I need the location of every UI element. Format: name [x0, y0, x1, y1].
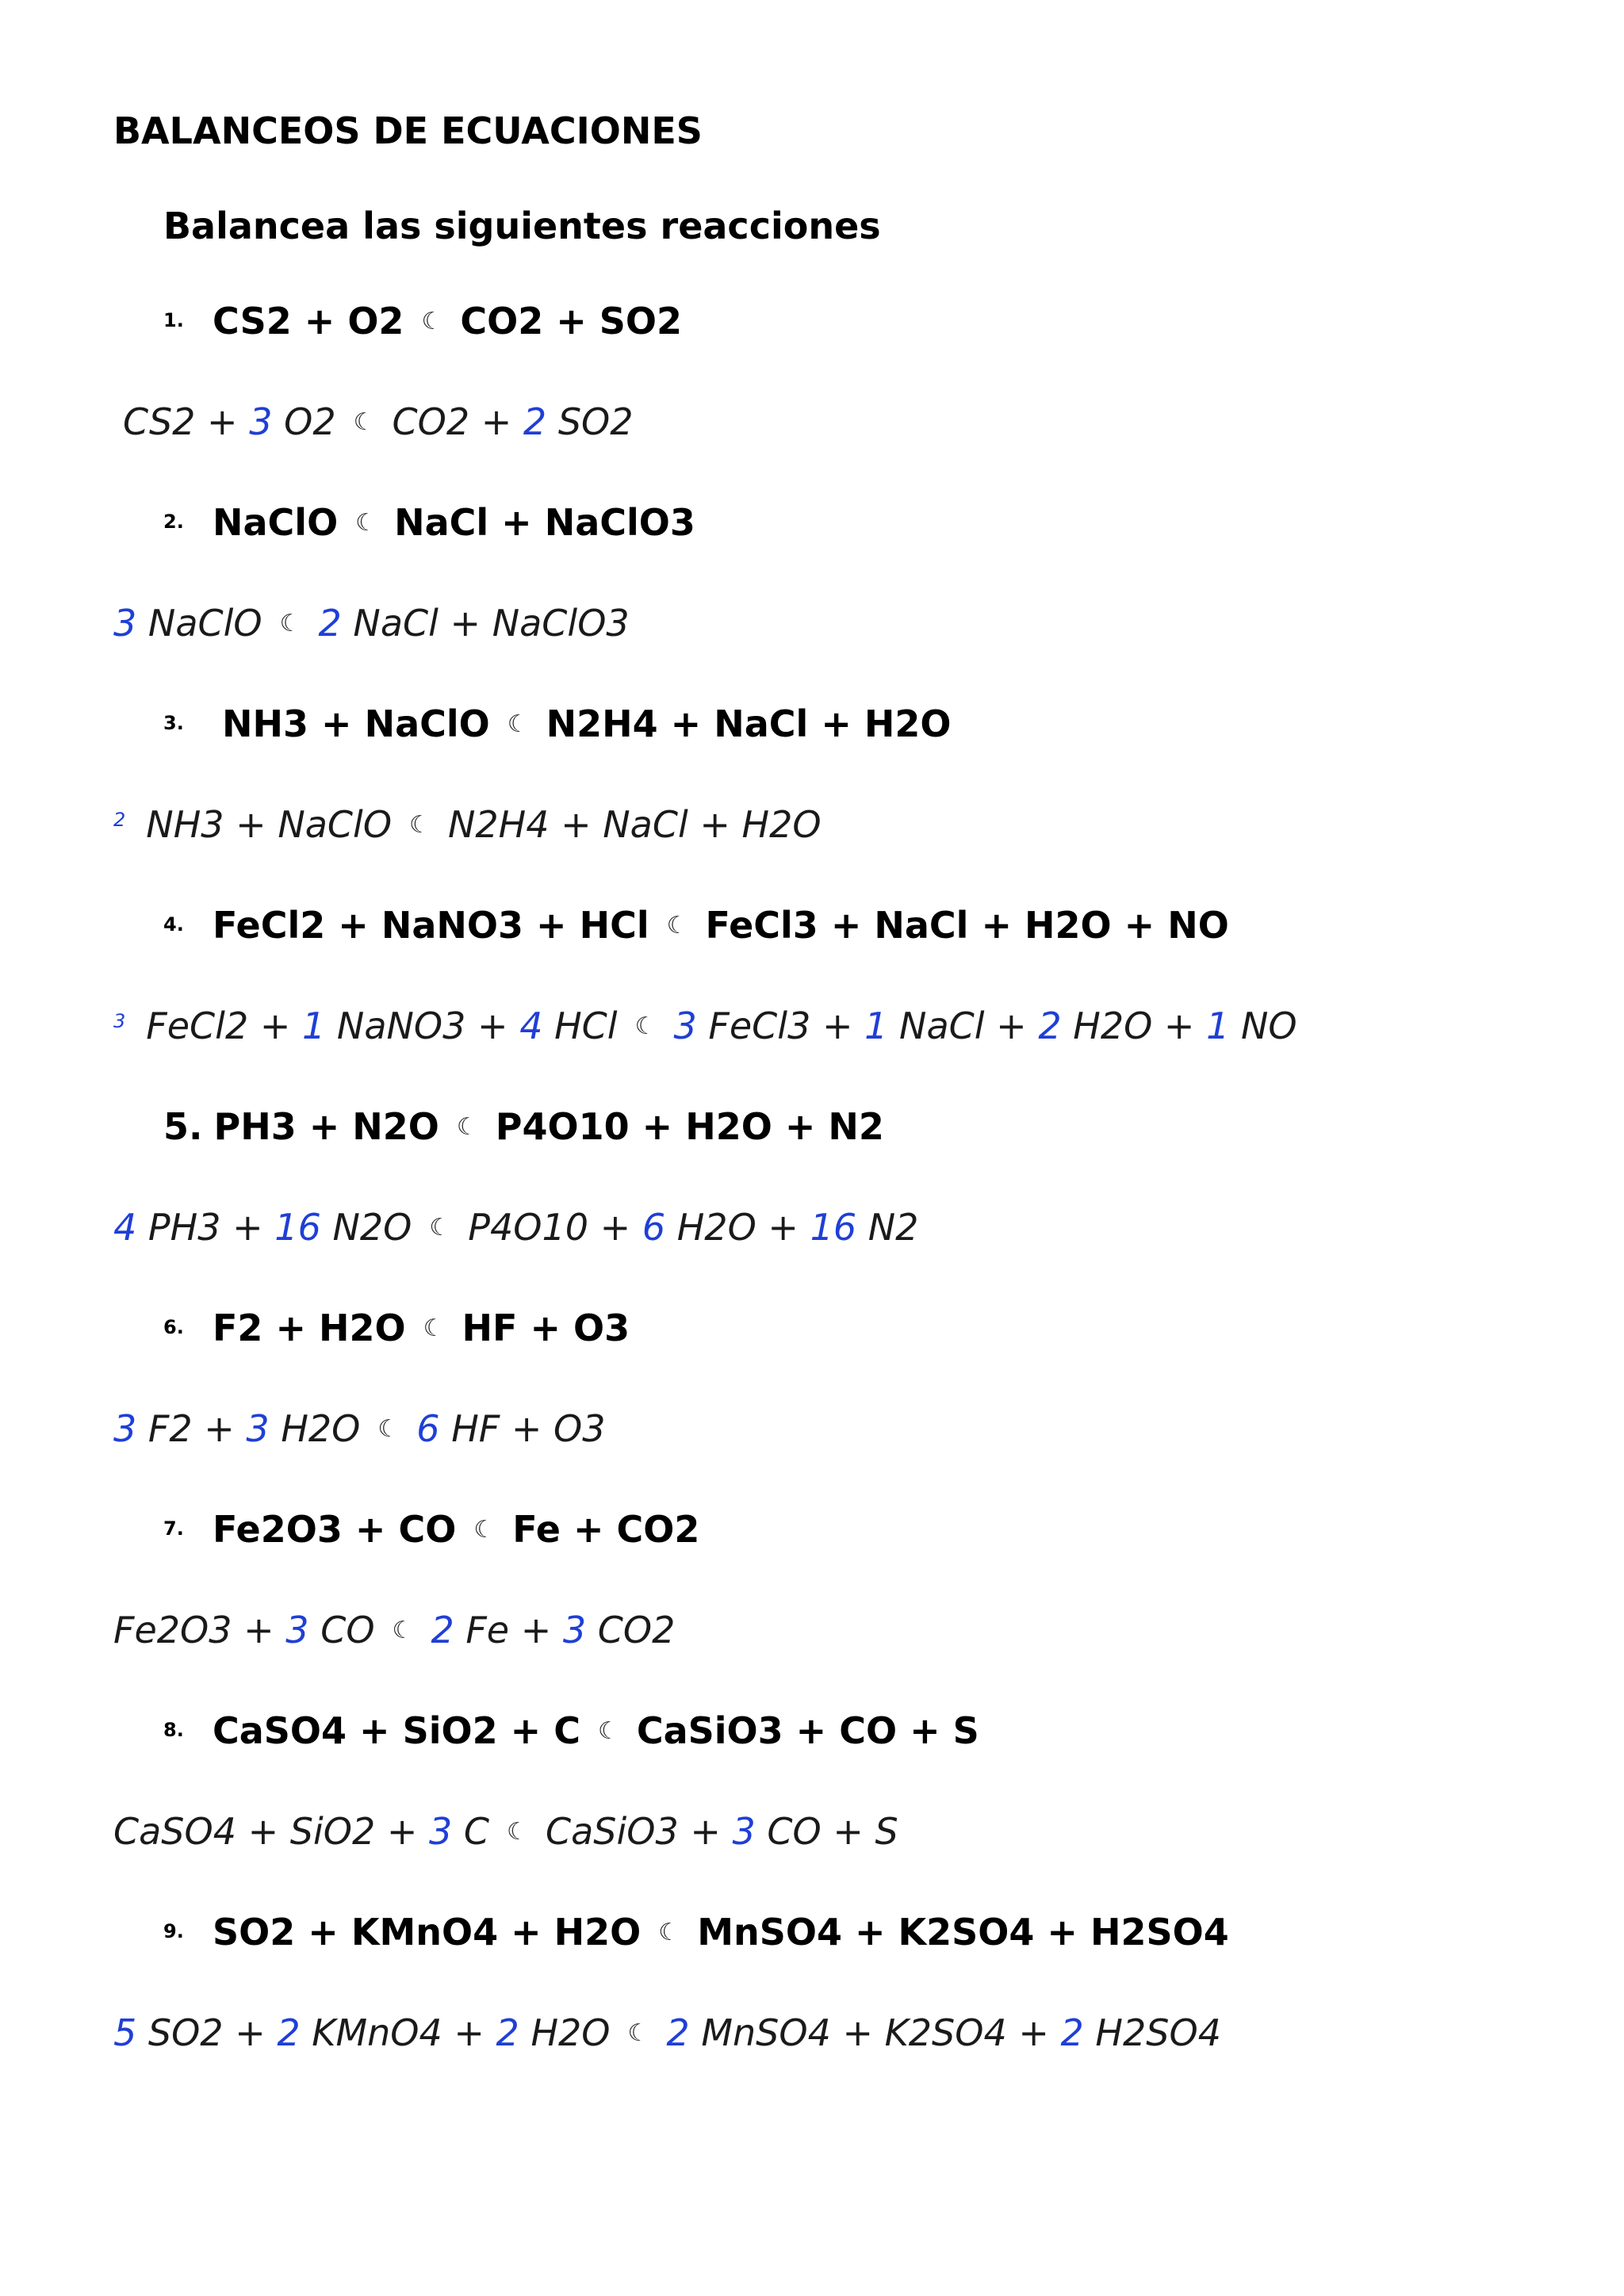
coefficient: 3 — [113, 1010, 126, 1032]
coefficient: 2 — [1038, 1004, 1062, 1047]
balanced-equation — [113, 1407, 606, 1450]
reaction-arrow-icon: ☾ — [377, 1415, 400, 1443]
formula-text: MnSO4 + K2SO4 + — [689, 2011, 1061, 2054]
formula-text: CO + S — [755, 1810, 898, 1853]
reactants: CaSO4 + SiO2 + C — [213, 1709, 580, 1752]
reactants: PH3 + N2O — [213, 1105, 439, 1148]
problem-number: 1. — [163, 309, 184, 331]
coefficient: 6 — [416, 1407, 440, 1450]
products: NaCl + NaClO3 — [394, 501, 695, 544]
formula-text: F2 + — [136, 1407, 247, 1450]
coefficient: 1 — [864, 1004, 888, 1047]
reactants: FeCl2 + NaNO3 + HCl — [213, 904, 649, 947]
coefficient: 4 — [113, 1206, 137, 1249]
formula-text: NH3 + NaClO — [146, 803, 393, 846]
coefficient: 3 — [249, 400, 273, 443]
problem-number: 8. — [163, 1719, 184, 1741]
formula-text: H2O + — [1061, 1004, 1207, 1047]
reaction-arrow-icon: ☾ — [634, 1012, 657, 1040]
products: Fe + CO2 — [512, 1508, 700, 1551]
document-title: BALANCEOS DE ECUACIONES — [113, 109, 703, 152]
formula-text: HF + O3 — [439, 1407, 606, 1450]
reaction-arrow-icon: ☾ — [507, 710, 529, 738]
reaction-arrow-icon: ☾ — [597, 1717, 619, 1745]
products: P4O10 + H2O + N2 — [495, 1105, 884, 1148]
balanced-equation — [113, 602, 630, 645]
formula-text: CS2 + — [123, 400, 250, 443]
reaction-arrow-icon: ☾ — [627, 2019, 649, 2047]
formula-text: C — [452, 1810, 490, 1853]
coefficient: 2 — [666, 2011, 690, 2054]
reaction-arrow-icon: ☾ — [392, 1617, 414, 1644]
formula-text: FeCl3 + — [696, 1004, 865, 1047]
problem-equation — [163, 1508, 699, 1551]
problem-equation — [163, 702, 952, 745]
balanced-equation — [113, 2011, 1221, 2054]
formula-text: HCl — [542, 1004, 618, 1047]
coefficient: 2 — [277, 2011, 301, 2054]
reaction-arrow-icon: ☾ — [456, 1113, 478, 1141]
balanced-equation — [113, 1609, 675, 1651]
coefficient: 3 — [113, 602, 137, 645]
formula-text: Fe2O3 + — [113, 1609, 286, 1651]
formula-text: SO2 — [546, 400, 634, 443]
formula-text: CO — [308, 1609, 375, 1651]
formula-text: P4O10 + — [468, 1206, 642, 1249]
reactants: NaClO — [213, 501, 339, 544]
formula-text: CaSiO3 + — [545, 1810, 733, 1853]
problem-equation — [163, 501, 695, 544]
coefficient: 1 — [302, 1004, 326, 1047]
products: CaSiO3 + CO + S — [636, 1709, 979, 1752]
formula-text: N2O — [320, 1206, 412, 1249]
coefficient: 1 — [1206, 1004, 1230, 1047]
formula-text: CaSO4 + SiO2 + — [113, 1810, 430, 1853]
formula-text: H2O + — [665, 1206, 810, 1249]
formula-text: KMnO4 + — [300, 2011, 496, 2054]
formula-text: CO2 — [586, 1609, 676, 1651]
problem-equation — [163, 1307, 630, 1349]
products: HF + O3 — [462, 1307, 630, 1349]
formula-text: H2O — [269, 1407, 361, 1450]
problem-number: 3. — [163, 712, 184, 734]
coefficient: 16 — [810, 1206, 857, 1249]
balanced-equation — [113, 803, 822, 846]
reactants: F2 + H2O — [213, 1307, 406, 1349]
formula-text: O2 — [272, 400, 336, 443]
coefficient: 2 — [1060, 2011, 1084, 2054]
coefficient: 2 — [318, 602, 342, 645]
coefficient: 3 — [429, 1810, 453, 1853]
reaction-arrow-icon: ☾ — [666, 912, 688, 939]
products: CO2 + SO2 — [460, 300, 683, 342]
document-subtitle: Balancea las siguientes reacciones — [163, 205, 881, 247]
reaction-arrow-icon: ☾ — [658, 1919, 680, 1946]
reactants: SO2 + KMnO4 + H2O — [213, 1911, 642, 1954]
problem-number: 9. — [163, 1920, 184, 1942]
coefficient: 2 — [496, 2011, 519, 2054]
formula-text: NaClO — [136, 602, 262, 645]
reactants: NH3 + NaClO — [222, 702, 490, 745]
coefficient: 3 — [562, 1609, 587, 1651]
reactants: Fe2O3 + CO — [213, 1508, 457, 1551]
problem-equation — [163, 1709, 979, 1752]
balanced-equation — [113, 1004, 1297, 1047]
formula-text: SO2 + — [136, 2011, 278, 2054]
reaction-arrow-icon: ☾ — [279, 610, 301, 637]
formula-text: H2SO4 — [1083, 2011, 1221, 2054]
formula-text: NaNO3 + — [325, 1004, 520, 1047]
reaction-arrow-icon: ☾ — [507, 1818, 528, 1846]
products: FeCl3 + NaCl + H2O + NO — [705, 904, 1229, 947]
formula-text: N2 — [856, 1206, 919, 1249]
formula-text: Fe + — [454, 1609, 563, 1651]
balanced-equation — [113, 1206, 918, 1249]
coefficient: 16 — [274, 1206, 321, 1249]
reaction-arrow-icon: ☾ — [355, 509, 377, 537]
reaction-arrow-icon: ☾ — [429, 1214, 451, 1242]
coefficient: 5 — [113, 2011, 137, 2054]
formula-text: NaCl + NaClO3 — [341, 602, 630, 645]
problem-number: 7. — [163, 1517, 184, 1540]
reaction-arrow-icon: ☾ — [353, 408, 375, 436]
problem-number: 4. — [163, 913, 184, 936]
reaction-arrow-icon: ☾ — [409, 811, 431, 839]
problem-number: 2. — [163, 511, 184, 533]
reaction-arrow-icon: ☾ — [421, 308, 443, 335]
formula-text: H2O — [519, 2011, 611, 2054]
coefficient: 3 — [246, 1407, 270, 1450]
formula-text: CO2 + — [392, 400, 523, 443]
balanced-equation — [113, 1810, 898, 1853]
formula-text: PH3 + — [136, 1206, 275, 1249]
problem-equation — [163, 904, 1229, 947]
products: MnSO4 + K2SO4 + H2SO4 — [697, 1911, 1229, 1954]
formula-text: N2H4 + NaCl + H2O — [447, 803, 822, 846]
problem-number: 5. — [163, 1105, 203, 1148]
formula-text: NaCl + — [887, 1004, 1039, 1047]
coefficient: 3 — [285, 1609, 309, 1651]
products: N2H4 + NaCl + H2O — [546, 702, 952, 745]
reaction-arrow-icon: ☾ — [473, 1516, 496, 1544]
reactants: CS2 + O2 — [213, 300, 404, 342]
reaction-arrow-icon: ☾ — [423, 1314, 445, 1342]
coefficient: 2 — [523, 400, 547, 443]
problem-equation — [163, 1105, 884, 1148]
problem-equation — [163, 1911, 1229, 1954]
coefficient: 2 — [431, 1609, 454, 1651]
coefficient: 4 — [519, 1004, 543, 1047]
coefficient: 3 — [113, 1407, 137, 1450]
formula-text: FeCl2 + — [146, 1004, 302, 1047]
problem-equation — [163, 300, 682, 342]
coefficient: 3 — [673, 1004, 697, 1047]
coefficient: 3 — [732, 1810, 756, 1853]
balanced-equation — [123, 400, 634, 443]
coefficient: 2 — [113, 809, 126, 831]
formula-text: NO — [1229, 1004, 1297, 1047]
coefficient: 6 — [642, 1206, 666, 1249]
problem-number: 6. — [163, 1316, 184, 1338]
